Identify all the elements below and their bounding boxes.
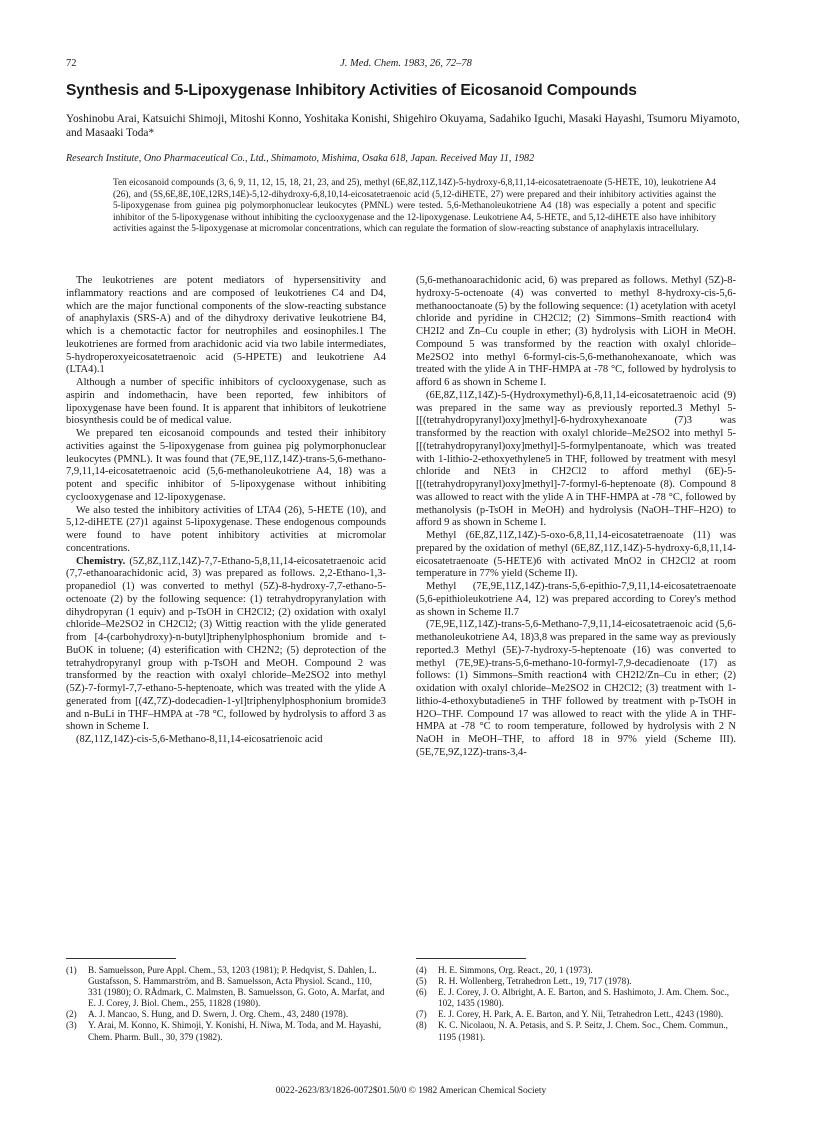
reference-item [66,965,388,1009]
reference-item [66,1020,388,1042]
reference-number: (2) [66,1009,77,1020]
paragraph: We also tested the inhibitory activities of LTA4 (26), 5-HETE (10), and 5,12-diHETE (27)1 against 5-lipoxygenase. These endogenous compounds were found to have potent inhibitory activities at micromolar concentrations. [66,504,386,554]
reference-text: B. Samuelsson, Pure Appl. Chem., 53, 1203 (1981); P. Hedqvist, S. Dahlen, L. Gustafsson, S. Hammarström, and B. Samuelsson, Acta Physiol. Scand., 110, 331 (1980); O. RÅdmark, C. Malmsten, B. Samuelsson, G. Goto, A. Marfat, and E. J. Corey, J. Biol. Chem., 255, 11828 (1980). [88,965,385,1009]
reference-text: E. J. Corey, J. O. Albright, A. E. Barton, and S. Hashimoto, J. Am. Chem. Soc., 102, 1435 (1980). [438,987,730,1009]
paragraph: (7E,9E,11Z,14Z)-trans-5,6-Methano-7,9,11,14-eicosatetraenoic acid (5,6-methanoleukotriene A4, 18)3,8 was prepared in the same way as previously reported.3 Methyl (5E)-7-hydroxy-5-heptenoate (16) was converted to methyl (7E,9E)-trans-5,6-methano-10-formyl-7,9-decadienoate (17) as follows: (1) Simmons–Smith reaction4 with CH2I2/Zn–Cu in ether; (2) oxidation with oxalyl chloride–Me2SO2 in CH2Cl2; (3) treatment with 1-lithio-4-ethoxybutadiene5 in THF followed by treatment with p-TsOH in H2O–THF. Compound 17 was allowed to react with the ylide A in THF-HMPA at -78 °C to room temperature, followed by hydrolysis with 2 N NaOH in MeOH–THF, to afford 18 in 97% yield (Scheme III). (5E,7E,9Z,12Z)-trans-3,4- [416,619,736,758]
reference-number: (5) [416,976,427,987]
reference-number: (4) [416,965,427,975]
reference-item [416,1009,738,1020]
reference-text: E. J. Corey, H. Park, A. E. Barton, and Y. Nii, Tetrahedron Lett., 4243 (1980). [438,1009,724,1020]
reference-text: H. E. Simmons, Org. React., 20, 1 (1973). [438,965,593,975]
reference-text: Y. Arai, M. Konno, K. Shimoji, Y. Konishi, H. Niwa, M. Toda, and M. Hayashi, Chem. Pharm. Bull., 30, 379 (1982). [88,1020,382,1042]
reference-item [66,1009,388,1020]
reference-text: K. C. Nicolaou, N. A. Petasis, and S. P. Seitz, J. Chem. Soc., Chem. Commun., 1195 (1981). [438,1020,728,1042]
reference-text: R. H. Wollenberg, Tetrahedron Lett., 19, 717 (1978). [438,976,632,987]
right-column [416,275,736,760]
paragraph: (6E,8Z,11Z,14Z)-5-(Hydroxymethyl)-6,8,11,14-eicosatetraenoic acid (9) was prepared in the same way as previously reported.3 Methyl 5-[[(tetrahydropyranyl)oxy]methyl]-6-hydroxyhexanoate (7)3 was transformed by the reaction with oxalyl chloride–Me2SO2 into methyl 5-[[(tetrahydropyranyl)oxy]methyl]-5-formylpentanoate, which was treated with 1-lithio-2-ethoxyethylene5 in THF, followed by treatment with mesyl chloride and NEt3 in CH2Cl2 to afford methyl (6E)-5-[[(tetrahydropyranyl)oxy]methyl]-7-formyl-6-heptenoate (8). Compound 8 was allowed to react with the ylide A in THF-HMPA at -78 °C, followed by methanolysis (p-TsOH in MeOH) and hydrolysis (NaOH–THF–H2O) to afford 9 as shown in Scheme I. [416,389,736,529]
reference-item [416,965,738,976]
paragraph: Although a number of specific inhibitors of cyclooxygenase, such as aspirin and indomethacin, have been reported, few inhibitors of lipoxygenase have been found. It is apparent that inhibitors of leukotriene biosynthesis could be of medical value. [66,377,386,427]
reference-number: (3) [66,1020,77,1031]
section-heading-chemistry: Chemistry. [76,555,126,567]
left-column [66,275,386,747]
reference-text: A. J. Mancao, S. Hung, and D. Swern, J. Org. Chem., 43, 2480 (1978). [88,1009,349,1020]
reference-item [416,1020,738,1042]
references-right [416,965,738,1043]
paragraph: The leukotrienes are potent mediators of hypersensitivity and inflammatory reactions and are composed of leukotrienes C4 and D4, which are the major functional components of the slow-reacting substance of anaphylaxis (SRS-A) and of the dihydroxy derivative leukotriene B4, which is a chemotactic factor for neutrophiles and eosinophiles.1 The leukotrienes are formed from arachidonic acid via two labile intermediates, 5-hydroperoxyeicosatetraenoic acid (5-HPETE) and leukotriene A4 (LTA4).1 [66,275,386,376]
reference-item [416,976,738,987]
journal-citation: J. Med. Chem. 1983, 26, 72–78 [340,58,472,69]
paragraph: (8Z,11Z,14Z)-cis-5,6-Methano-8,11,14-eicosatrienoic acid [76,734,323,745]
paragraph: Methyl (6E,8Z,11Z,14Z)-5-oxo-6,8,11,14-eicosatetraenoate (11) was prepared by the oxidation of methyl (6E,8Z,11Z,14Z)-5-hydroxy-6,8,11,14-eicosatetraenoate (5-HETE)6 with activated MnO2 in CH2Cl2 at room temperature in 77% yield (Scheme II). [416,530,736,580]
page-number: 72 [66,58,77,69]
article-title: Synthesis and 5-Lipoxygenase Inhibitory Activities of Eicosanoid Compounds [66,82,637,99]
footnote-divider-right [416,958,526,959]
reference-number: (1) [66,965,77,975]
affiliation: Research Institute, Ono Pharmaceutical Co., Ltd., Shimamoto, Mishima, Osaka 618, Japan. Received May 11, 1982 [66,153,535,164]
abstract: Ten eicosanoid compounds (3, 6, 9, 11, 12, 15, 18, 21, 23, and 25), methyl (6E,8Z,11Z,14Z)-5-hydroxy-6,8,11,14-eicosatetraenoate (5-HETE, 10), leukotriene A4 (26), and (5S,6E,8E,10E,12RS,14E)-5,12-dihydroxy-6,8,10,14-eicosatetraenoic acid (5,12-diHETE, 27) were prepared and their inhibitory activities against the 5-lipoxygenase from guinea pig polymorphonuclear leukocytes (PMNL) were tested. 5,6-Methanoleukotriene A4 (18) was especially a potent and specific inhibitor of the 5-lipoxygenase without inhibiting the cyclooxygenase and the 12-lipoxygenase. Leukotriene A4, 5-HETE, and 5,12-diHETE also have inhibitory activities against the 5-lipoxygenase at micromolar concentrations, which can regulate the formation of slow-reacting substance of anaphylaxis intracellulary. [113,178,716,234]
copyright-footer: 0022-2623/83/1826-0072$01.50/0 © 1982 American Chemical Society [275,1086,547,1096]
footnote-divider-left [66,958,176,959]
paragraph: (5,6-methanoarachidonic acid, 6) was prepared as follows. Methyl (5Z)-8-hydroxy-5-octenoate (4) was converted to methyl 8-hydroxy-cis-5,6-methanooctanoate (5) by the following sequence: (1) acetylation with acetyl chloride and pyridine in CH2Cl2; (2) Simmons–Smith reaction4 with CH2I2 and Zn–Cu couple in ether; (3) hydrolysis with LiOH in MeOH. Compound 5 was transformed by the reaction with oxalyl chloride–Me2SO2 into methyl 6-formyl-cis-5,6-methanohexanoate, which was treated with the ylide A in THF-HMPA at -78 °C, followed by hydrolysis to afford 6 as shown in Scheme I. [416,275,736,388]
paragraph-text: (5Z,8Z,11Z,14Z)-7,7-Ethano-5,8,11,14-eicosatetraenoic acid (7,7-ethanoarachidonic acid, 3) was prepared as follows. 2,2-Ethano-1,3-propanediol (1) was converted to methyl (5Z)-8-hydroxy-7,7-ethano-5-octenoate (2) by the following sequence: (1) tetrahydropyranylation with dihydropyran (1 equiv) and p-TsOH in CH2Cl2; (2) oxidation with oxalyl chloride–Me2SO2 in CH2Cl2; (3) Wittig reaction with the ylide generated from [4-(carbohydroxy)-n-butyl]triphenylphosphonium bromide and t-BuOK in toluene; (4) esterification with CH2N2; (5) deprotection of the tetrahydropyranyl group with p-TsOH and MeOH. Compound 2 was transformed by the reaction with oxalyl chloride–Me2SO2 into methyl (5Z)-7-formyl-7,7-ethano-5-heptenoate, which was treated with the ylide A generated from [(4Z,7Z)-dodecadien-1-yl]triphenylphosphonium bromide3 and n-BuLi in THF–HMPA at -78 °C, followed by hydrolysis to afford 3 as shown in Scheme I. [66,555,386,733]
paragraph: We prepared ten eicosanoid compounds and tested their inhibitory activities against the 5-lipoxygenase from guinea pig polymorphonuclear leukocytes (PMNL). It was found that (7E,9E,11Z,14Z)-trans-5,6-methano-7,9,11,14-eicosatetraenoic acid (5,6-methanoleukotriene A4, 18) was a potent and specific inhibitor of 5-lipoxygenase without inhibiting cyclooxygenase and 12-lipoxygenase. [66,428,386,503]
reference-number: (7) [416,1009,427,1020]
running-head [66,58,746,72]
reference-item [416,987,738,1009]
chemistry-paragraph [66,556,386,735]
references-left [66,965,388,1043]
reference-number: (8) [416,1020,427,1031]
reference-number: (6) [416,987,427,998]
paragraph: Methyl (7E,9E,11Z,14Z)-trans-5,6-epithio-7,9,11,14-eicosatetraenoate (5,6-epithioleukotriene A4, 12) was prepared according to Corey's method as shown in Scheme II.7 [416,581,736,618]
author-list: Yoshinobu Arai, Katsuichi Shimoji, Mitoshi Konno, Yoshitaka Konishi, Shigehiro Okuyama, Sadahiko Iguchi, Masaki Hayashi, Tsumoru Miyamoto, and Masaaki Toda* [66,113,740,139]
